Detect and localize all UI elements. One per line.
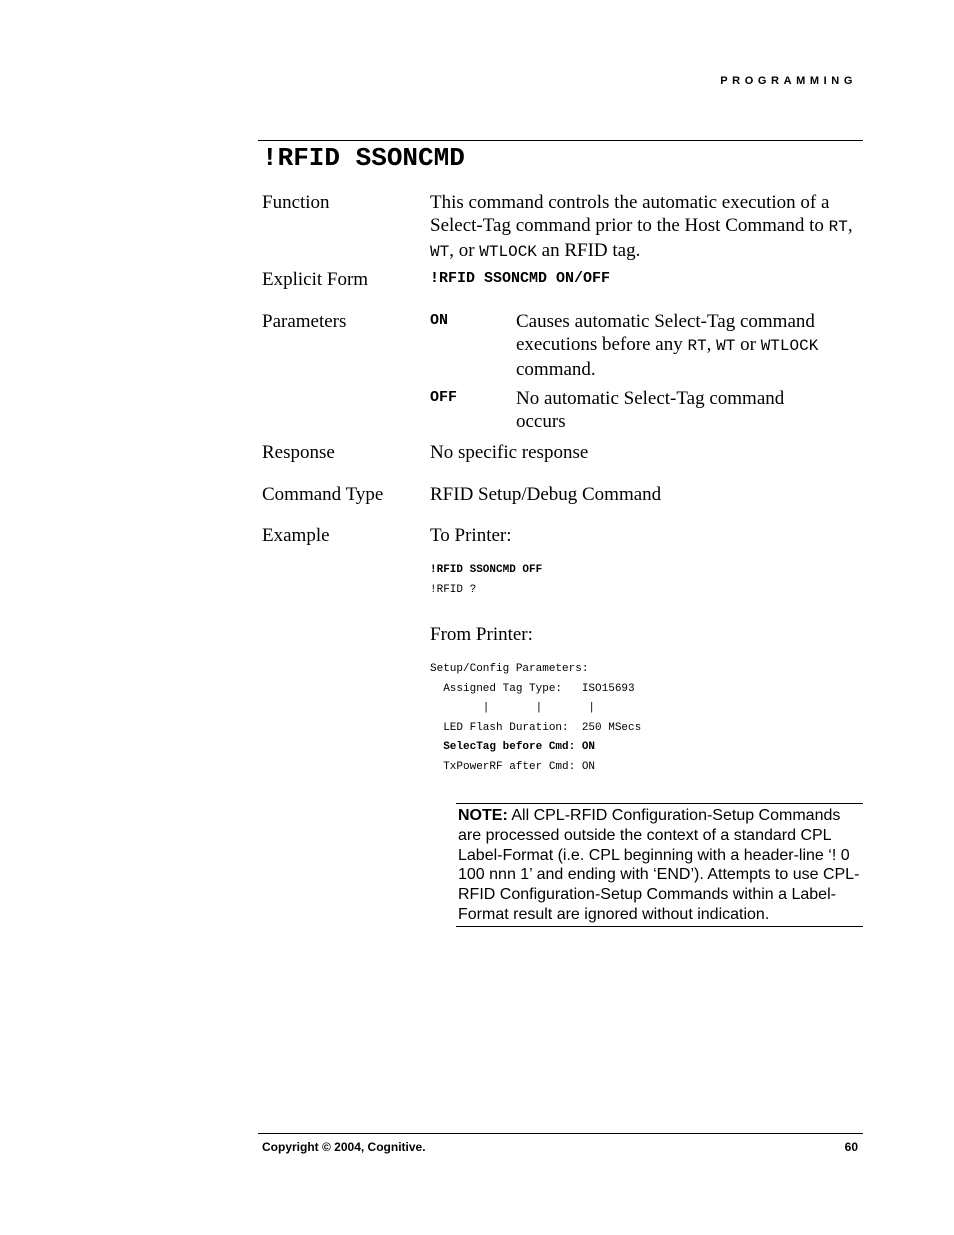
param-on-code-wtlock: WTLOCK [760,337,819,355]
note-label: NOTE: [458,807,508,824]
page-title: !RFID SSONCMD [262,143,465,173]
from-printer-line-4: LED Flash Duration: 250 MSecs [430,721,642,734]
running-header: PROGRAMMING [720,75,857,87]
param-on-text-2: , [706,334,717,355]
param-on-name: ON [430,312,449,329]
explicit-form-value: !RFID SSONCMD ON/OFF [430,270,611,287]
example-label: Example [262,525,330,546]
page-number: 60 [844,1140,858,1154]
note-text: All CPL-RFID Configuration-Setup Commands are processed outside the context of a standard CPL Label-Format (i.e. CPL beginning with a header-line ‘! 0 100 nnn 1’ and ending with ‘END’). Attempts to use CPL-RFID Configuration-Setup Commands within a Label-Format result are ignored without indication. [458,807,860,923]
title-rule [258,140,863,141]
function-text-1: This command controls the automatic execution of a Select-Tag command prior to the Host Command to [430,192,830,236]
function-text-3: , or [449,240,480,261]
to-printer-line-2: !RFID ? [430,583,477,596]
function-code-wt: WT [430,243,450,261]
param-off-description: No automatic Select-Tag command occurs [516,388,785,432]
param-on-text-4: command. [516,359,596,380]
footer-rule [258,1133,863,1134]
from-printer-line-1: Setup/Config Parameters: [430,663,589,675]
response-value: No specific response [430,442,589,463]
function-text-4: an RFID tag. [536,240,641,261]
from-printer-label: From Printer: [430,624,533,645]
function-description [430,191,860,264]
from-printer-line-6: TxPowerRF after Cmd: ON [430,760,596,773]
from-printer-line-3: | | | [430,702,596,714]
command-type-label: Command Type [262,484,384,505]
param-on-text-3: or [735,334,761,355]
param-on-description [516,310,861,381]
function-label: Function [262,192,330,213]
param-off-name: OFF [430,389,458,406]
param-on-code-rt: RT [687,337,707,355]
footer-copyright: Copyright © 2004, Cognitive. [262,1140,426,1154]
function-code-rt: RT [828,218,848,236]
command-type-value: RFID Setup/Debug Command [430,484,662,505]
parameters-label: Parameters [262,311,347,332]
from-printer-line-2: Assigned Tag Type: ISO15693 [430,682,635,695]
from-printer-code [430,660,641,777]
param-on-text-1: Causes automatic Select-Tag command executions before any [516,311,815,355]
to-printer-code [430,561,542,600]
to-printer-label: To Printer: [430,525,512,546]
explicit-form-label: Explicit Form [262,269,369,290]
note-box [456,803,863,927]
to-printer-line-1: !RFID SSONCMD OFF [430,564,543,576]
function-code-wtlock: WTLOCK [479,243,537,261]
function-text-2: , [847,215,853,236]
response-label: Response [262,442,335,463]
param-on-code-wt: WT [716,337,736,355]
from-printer-line-5: SelecTag before Cmd: ON [430,741,596,753]
